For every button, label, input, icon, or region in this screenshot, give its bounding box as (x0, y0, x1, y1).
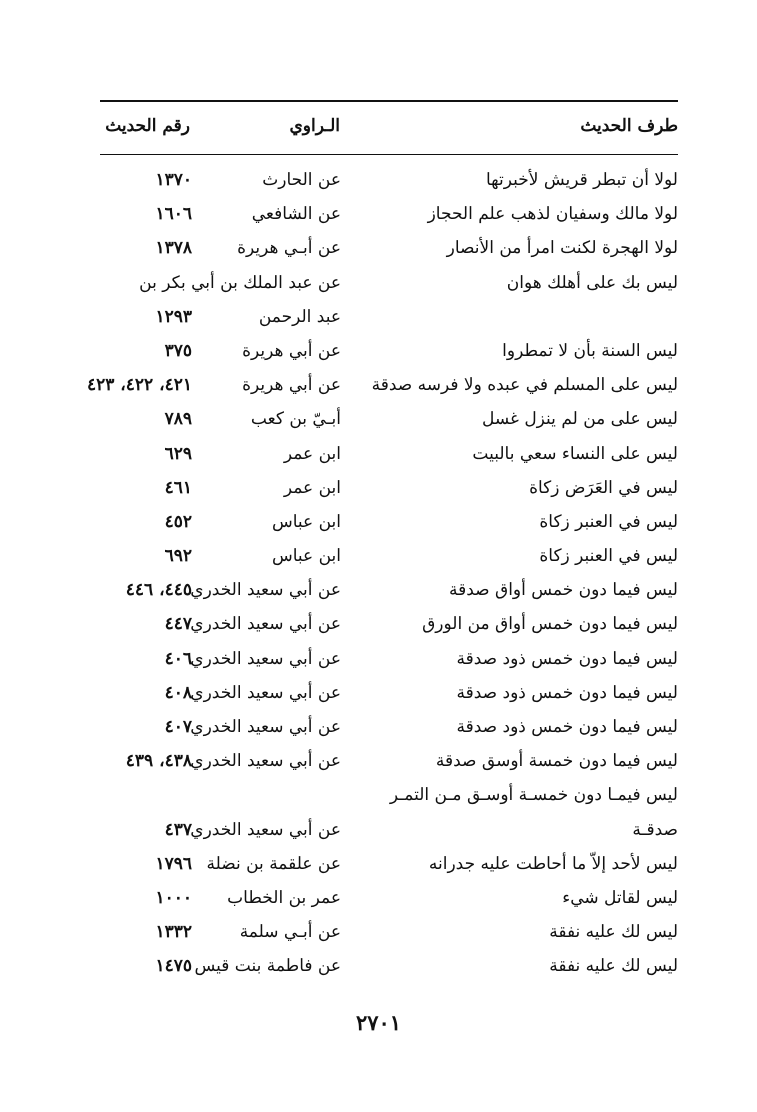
table-row (0, 197, 757, 231)
table-row (0, 402, 757, 436)
hadith-text: ليس في العنبر زكاة (539, 546, 678, 567)
hadith-text: ليس لأحد إلاّ ما أحاطت عليه جدرانه (428, 853, 678, 874)
hadith-number: ٣٧٥ (164, 340, 192, 361)
hadith-text: لولا مالك وسفيان لذهب علم الحجاز (427, 204, 678, 225)
hadith-text: صدقـة (632, 819, 678, 840)
narrator-text: عن الشافعي (251, 204, 341, 225)
hadith-number: ٤٣٧ (164, 819, 192, 840)
header-rule (100, 154, 678, 155)
narrator-text: عن أبي هريرة (242, 375, 341, 396)
hadith-text: ليس على النساء سعي بالبيت (472, 443, 678, 464)
table-row (0, 607, 757, 641)
table-row (0, 471, 757, 505)
hadith-number: ٤٠٦ (164, 648, 192, 669)
table-row (0, 266, 757, 300)
table-row (0, 778, 757, 812)
table-row (0, 744, 757, 778)
narrator-text: عن أبـي سلمة (239, 922, 341, 943)
hadith-number: ٦٩٢ (164, 546, 192, 567)
table-row (0, 949, 757, 983)
page-number: ٢٧٠١ (355, 1010, 402, 1035)
narrator-text: ابن عمر (283, 443, 341, 464)
hadith-number: ١٢٩٣ (155, 306, 192, 327)
header-narrator: الـراوي (289, 116, 340, 136)
hadith-text: ليس لك عليه نفقة (549, 922, 678, 943)
hadith-number: ٦٢٩ (164, 443, 192, 464)
hadith-number: ١٣٣٢ (155, 922, 192, 943)
hadith-number: ١٦٠٦ (155, 204, 192, 225)
hadith-number: ٤٤٧ (164, 614, 192, 635)
hadith-text: لولا أن تبطر قريش لأخبرتها (485, 170, 678, 190)
narrator-text: عن أبي سعيد الخدري (190, 751, 341, 772)
narrator-text: عمر بن الخطاب (227, 887, 341, 908)
table-row (0, 881, 757, 915)
narrator-text: عبد الرحمن (258, 306, 341, 327)
table-row (0, 505, 757, 539)
narrator-text: عن أبي هريرة (242, 340, 341, 361)
table-row (0, 231, 757, 265)
narrator-text: عن أبي سعيد الخدري (190, 819, 341, 840)
hadith-number: ١٤٧٥ (155, 956, 192, 977)
hadith-text: ليس فيما دون خمس أواق صدقة (449, 580, 678, 601)
table-row (0, 163, 757, 197)
hadith-number: ٤٥٢ (164, 511, 192, 532)
table-row (0, 573, 757, 607)
table-row (0, 368, 757, 402)
narrator-text: عن أبي سعيد الخدري (190, 614, 341, 635)
narrator-text: عن أبي سعيد الخدري (190, 648, 341, 669)
narrator-text: عن فاطمة بنت قيس (194, 956, 341, 977)
hadith-text: ليس لقاتل شيء (562, 887, 678, 908)
table-row (0, 300, 757, 334)
hadith-number: ١٣٧٨ (155, 238, 192, 259)
hadith-text: ليس على من لم ينزل غسل (481, 409, 678, 430)
hadith-text: ليس بك على أهلك هوان (506, 272, 678, 293)
table-row (0, 437, 757, 471)
narrator-text: ابن عمر (283, 477, 341, 498)
hadith-text: ليس فيمـا دون خمسـة أوسـق مـن التمـر (389, 785, 678, 806)
hadith-text: ليس فيما دون خمس أواق من الورق (422, 614, 678, 635)
table-row (0, 676, 757, 710)
hadith-text: ليس في العَرَض زكاة (529, 477, 678, 498)
hadith-text: ليس السنة بأن لا تمطروا (502, 340, 678, 361)
hadith-number: ٤٠٧ (164, 717, 192, 737)
hadith-text: ليس فيما دون خمس ذود صدقة (456, 717, 678, 737)
index-table (0, 163, 757, 984)
table-row (0, 813, 757, 847)
hadith-text: ليس فيما دون خمسة أوسق صدقة (435, 751, 678, 772)
narrator-text: ابن عباس (271, 511, 341, 532)
table-row (0, 847, 757, 881)
hadith-text: لولا الهجرة لكنت امرأ من الأنصار (446, 238, 678, 259)
table-row (0, 539, 757, 573)
hadith-number: ٤٦١ (164, 477, 192, 498)
narrator-text: ابن عباس (271, 546, 341, 567)
hadith-number: ١٧٩٦ (155, 853, 192, 874)
narrator-text: عن الحارث (262, 170, 341, 190)
hadith-text: ليس على المسلم في عبده ولا فرسه صدقة (371, 375, 678, 396)
hadith-number: ١٠٠٠ (155, 887, 192, 908)
narrator-text: عن أبي سعيد الخدري (190, 580, 341, 601)
hadith-number: ١٣٧٠ (155, 170, 192, 190)
table-row (0, 710, 757, 744)
hadith-text: ليس فيما دون خمس ذود صدقة (456, 682, 678, 703)
narrator-text: عن أبي سعيد الخدري (190, 717, 341, 737)
table-row (0, 642, 757, 676)
narrator-text: عن علقمة بن نضلة (206, 853, 341, 874)
hadith-text: ليس فيما دون خمس ذود صدقة (456, 648, 678, 669)
narrator-text: عن عبد الملك بن أبي بكر بن (139, 272, 341, 293)
hadith-number: ٧٨٩ (164, 409, 192, 430)
hadith-number: ٤٤٥، ٤٤٦ (125, 580, 192, 601)
table-row (0, 915, 757, 949)
narrator-text: عن أبي سعيد الخدري (190, 682, 341, 703)
hadith-number: ٤٢١، ٤٢٢، ٤٢٣ (86, 375, 192, 396)
hadith-text: ليس لك عليه نفقة (549, 956, 678, 977)
narrator-text: أبـيّ بن كعب (250, 409, 341, 430)
table-row (0, 334, 757, 368)
header-hadith: طرف الحديث (580, 116, 678, 136)
top-rule (100, 100, 678, 102)
hadith-text: ليس في العنبر زكاة (539, 511, 678, 532)
narrator-text: عن أبـي هريرة (237, 238, 341, 259)
hadith-number: ٤٠٨ (164, 682, 192, 703)
hadith-number: ٤٣٨، ٤٣٩ (125, 751, 192, 772)
header-number: رقم الحديث (105, 116, 190, 136)
